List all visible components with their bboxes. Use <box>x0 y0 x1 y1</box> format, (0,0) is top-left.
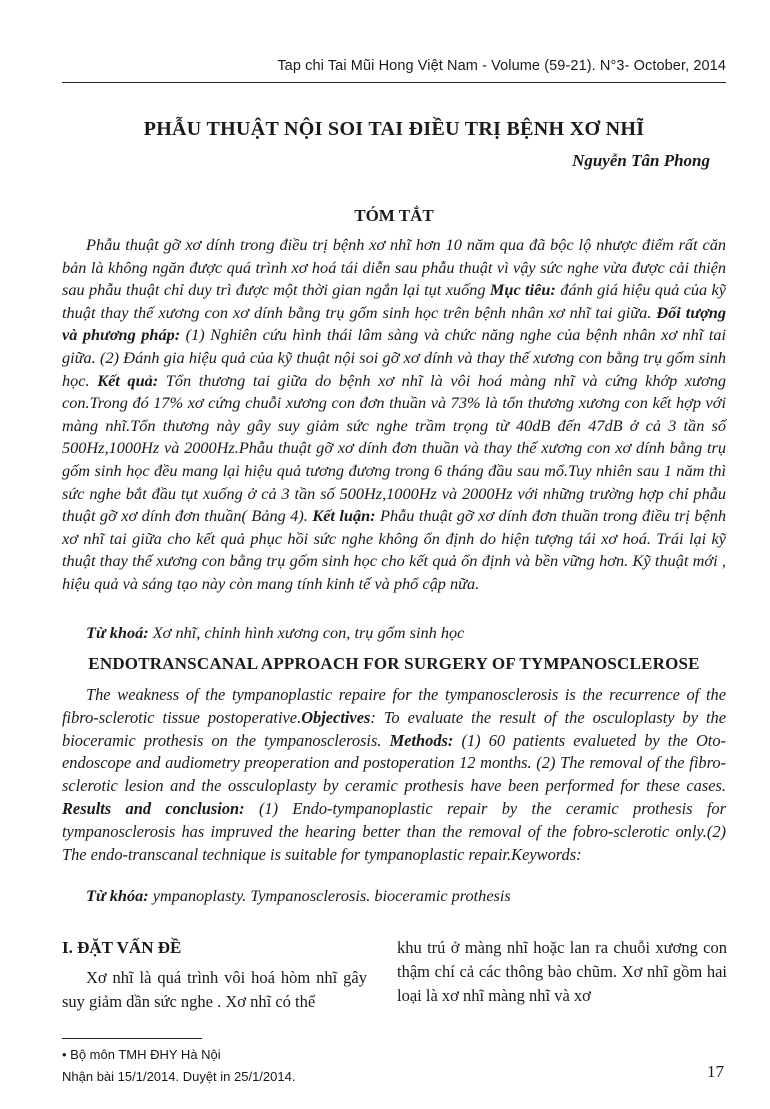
abstract-vi-intro: Phẫu thuật gỡ xơ dính trong điều trị bệnh xơ nhĩ hơn 10 năm qua đã bộc lộ nhược điểm rất căn bản là không ngăn được quá trình xơ hoá tái diễn sau phẫu thuật vì vậy sức nghe vừa được cải thiện sau phẫu thuật chỉ duy trì được một thời gian ngắn lại tụt xuống <box>62 235 726 300</box>
abstract-vi-methods-label: Đối tượng và phương pháp: <box>62 302 727 345</box>
keywords-vi <box>86 623 726 643</box>
abstract-vi-results: Tổn thương tai giữa do bệnh xơ nhĩ là vôi hoá màng nhĩ và cứng khớp xương con.Trong đó 17% xơ cứng chuỗi xương con đơn thuần và 73% là tổn thương xương con kết hợp với màng nhĩ.Tổn thương này gây suy giảm sức nghe trầm trọng từ 40dB đến 47dB ở cả 3 tần số 500Hz,1000Hz và 2000Hz.Phẫu thuật gỡ xơ dính đơn thuần và thay thế xương con xơ dính bằng trụ gốm sinh học đều mang lại hiệu quả tương đương trong 6 tháng đầu sau mổ.Tuy nhiên sau 1 năm thì sức nghe bắt đầu tụt xuống ở cả 3 tần số 500Hz,1000Hz và 2000Hz với những trường hợp chỉ phẫu thuật gỡ xơ dính đơn thuần( Bảng 4). <box>62 370 726 526</box>
abstract-en-results-label: Results and conclusion: <box>62 798 245 818</box>
abstract-en-heading: ENDOTRANSCANAL APPROACH FOR SURGERY OF TYMPANOSCLEROSE <box>88 654 700 673</box>
footnote-affiliation: • Bộ môn TMH ĐHY Hà Nội <box>62 1047 221 1062</box>
abstract-en-methods-label: Methods: <box>389 730 454 750</box>
abstract-en-results: (1) Endo-tympanoplastic repair by the ceramic prothesis for tympanosclerosis has impruved the hearing better than the removal of the fobro-sclerotic only.(2) The endo-transcanal technique is suitable for tympanoplastic repair.Keywords: <box>62 798 726 864</box>
author-name: Nguyễn Tân Phong <box>572 151 710 170</box>
abstract-en-objectives-label: Objectives <box>301 707 371 727</box>
section-body-left: Xơ nhĩ là quá trình vôi hoá hòm nhĩ gây suy giảm dần sức nghe . Xơ nhĩ có thể <box>62 968 367 1011</box>
section-body-right: khu trú ở màng nhĩ hoặc lan ra chuỗi xương con thậm chí cả các thông bào chũm. Xơ nhĩ gồm hai loại là xơ nhĩ màng nhĩ và xơ <box>397 938 727 1005</box>
abstract-vi-objective: đánh giá hiệu quả của kỹ thuật thay thế xương con xơ dính bằng trụ gốm sinh học trên bệnh nhân xơ nhĩ tai giữa. <box>62 280 726 322</box>
keywords-vi-label: Từ khoá: <box>86 623 149 642</box>
column-right <box>397 936 727 1008</box>
column-left <box>62 938 367 1014</box>
footnote-rule <box>62 1038 202 1039</box>
running-header: Tap chi Tai Mũi Hong Việt Nam - Volume (59-21). N°3- October, 2014 <box>277 58 726 74</box>
keywords-en-label: Từ khóa: <box>86 886 149 905</box>
abstract-vi-conclusion: Phẫu thuật gỡ xơ dính đơn thuần trong điều trị bệnh xơ nhĩ tai giữa cho kết quả phục hồi sức nghe không ổn định do hiện tượng tái xơ hoá. Trái lại kỹ thuật thay thế xương con bằng trụ gốm sinh học cho kết quả ổn định và bền vững hơn. Kỹ thuật mới , hiệu quả và sáng tạo này còn mang tính kinh tế và phổ cập nữa. <box>62 506 726 593</box>
article-title: PHẪU THUẬT NỘI SOI TAI ĐIỀU TRỊ BỆNH XƠ NHĨ <box>143 118 645 140</box>
abstract-vi-results-label: Kết quả: <box>97 370 159 390</box>
keywords-en-text: ympanoplasty. Tympanosclerosis. bioceramic prothesis <box>148 886 511 905</box>
abstract-vi-body <box>62 234 726 596</box>
abstract-vi-conclusion-label: Kết luận: <box>312 506 376 526</box>
header-rule <box>62 82 726 83</box>
footnote-dates: Nhận bài 15/1/2014. Duyệt in 25/1/2014. <box>62 1069 296 1084</box>
abstract-en-intro: The weakness of the tympanoplastic repaire for the tympanosclerosis is the recurrence of the fibro-sclerotic tissue postoperative. <box>62 685 726 727</box>
abstract-en-methods: (1) 60 patients evalueted by the Oto-endoscope and audiometry preoperation and postoperation 12 months. (2) The removal of the fibro-sclerotic lesion and the ossculoplasty by ceramic prothesis have been performed for these cases. <box>62 730 726 796</box>
abstract-vi-objective-label: Mục tiêu: <box>489 280 556 300</box>
abstract-en-objectives: : To evaluate the result of the osculoplasty by the bioceramic prothesis on the tympanosclerosis. <box>62 707 727 750</box>
page-number: 17 <box>707 1062 724 1081</box>
section-heading: I. ĐẶT VẤN ĐỀ <box>62 938 182 957</box>
abstract-vi-methods: (1) Nghiên cứu hình thái lâm sàng và chức năng nghe của bệnh nhân xơ nhĩ tai giữa. (2) Đánh gia hiệu quả của kỹ thuật nội soi gỡ xơ dính và thay thế xương con bằng trụ gốm sinh học. <box>62 325 727 390</box>
abstract-vi-heading: TÓM TẮT <box>354 206 434 225</box>
abstract-en-body <box>62 684 726 866</box>
keywords-vi-text: Xơ nhĩ, chỉnh hình xương con, trụ gốm sinh học <box>148 623 465 642</box>
keywords-en <box>86 886 726 906</box>
